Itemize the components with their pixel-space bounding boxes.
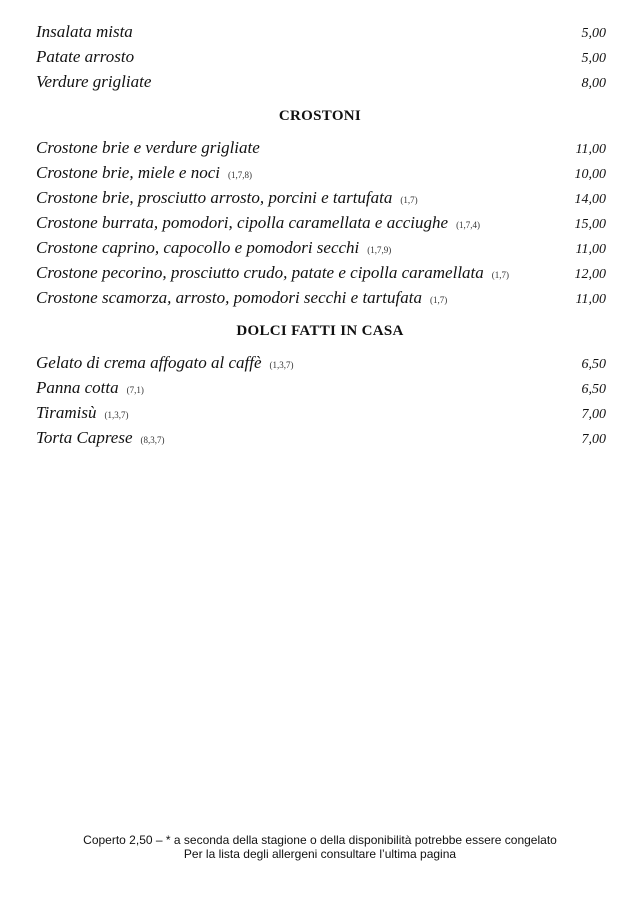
menu-item-price: 14,00 (574, 192, 606, 207)
menu-item-name: Insalata mista (36, 22, 133, 41)
footer-line-allergeni: Per la lista degli allergeni consultare l’ultima pagina (183, 847, 457, 861)
menu-item-name: Crostone brie e verdure grigliate (36, 138, 260, 157)
menu-item-allergens: (1,7,9) (367, 245, 392, 255)
menu-item-price: 5,00 (581, 51, 606, 66)
menu-item (36, 428, 606, 452)
menu-item (36, 378, 606, 402)
menu-item-price: 11,00 (575, 242, 606, 257)
menu-item (36, 22, 606, 46)
menu-item-price: 8,00 (581, 76, 606, 91)
menu-item-name: Crostone brie, miele e noci (36, 163, 220, 182)
menu-item-allergens: (1,7) (429, 295, 448, 305)
menu-item (36, 403, 606, 427)
menu-item-allergens: (8,3,7) (140, 435, 165, 445)
menu-item-price: 10,00 (574, 167, 606, 182)
menu-item-name: Gelato di crema affogato al caffè (36, 353, 262, 372)
menu-item-name: Verdure grigliate (36, 72, 152, 91)
menu-item-allergens: (1,3,7) (104, 410, 129, 420)
menu-item (36, 138, 606, 162)
menu-item-price: 6,50 (581, 357, 606, 372)
menu-item-price: 11,00 (575, 142, 606, 157)
menu-item-allergens: (1,7) (400, 195, 418, 205)
menu-item-allergens: (1,3,7) (269, 360, 294, 370)
menu-item (36, 72, 606, 96)
menu-item (36, 213, 606, 237)
menu-item (36, 353, 606, 377)
menu-item-name: Crostone caprino, capocollo e pomodori secchi (36, 238, 360, 257)
menu-item-allergens: (1,7,4) (456, 220, 481, 230)
menu-item (36, 263, 606, 287)
menu-item-price: 12,00 (574, 267, 606, 282)
footer-note (0, 833, 640, 861)
menu-item-name: Crostone brie, prosciutto arrosto, porcini e tartufata (36, 188, 393, 207)
section-title-dolci: DOLCI FATTI IN CASA (236, 323, 404, 339)
menu-item (36, 163, 606, 187)
menu-item (36, 188, 606, 212)
menu-item-allergens: (7,1) (126, 385, 144, 395)
section-title-crostoni: CROSTONI (278, 108, 362, 124)
menu-item-price: 6,50 (581, 382, 606, 397)
menu-item-price: 11,00 (575, 292, 606, 307)
menu-item-allergens: (1,7) (491, 270, 510, 280)
menu-item-name: Tiramisù (36, 403, 97, 422)
menu-item-name: Crostone burrata, pomodori, cipolla caramellata e acciughe (36, 213, 449, 232)
menu-item-price: 7,00 (581, 407, 606, 422)
menu-item (36, 47, 606, 71)
menu-item-allergens: (1,7,8) (227, 170, 252, 180)
menu-item-name: Crostone scamorza, arrosto, pomodori secchi e tartufata (36, 288, 422, 307)
menu-item (36, 288, 606, 312)
menu-item-price: 15,00 (574, 217, 606, 232)
menu-item-name: Patate arrosto (36, 47, 135, 66)
menu-item-name: Crostone pecorino, prosciutto crudo, patate e cipolla caramellata (36, 263, 484, 282)
menu-item-price: 7,00 (581, 432, 606, 447)
menu-item-price: 5,00 (581, 26, 606, 41)
menu-item-name: Torta Caprese (36, 428, 133, 447)
menu-item-name: Panna cotta (36, 378, 119, 397)
footer-line-coperto: Coperto 2,50 – * a seconda della stagione o della disponibilità potrebbe essere congelato (83, 833, 557, 847)
menu-item (36, 238, 606, 262)
